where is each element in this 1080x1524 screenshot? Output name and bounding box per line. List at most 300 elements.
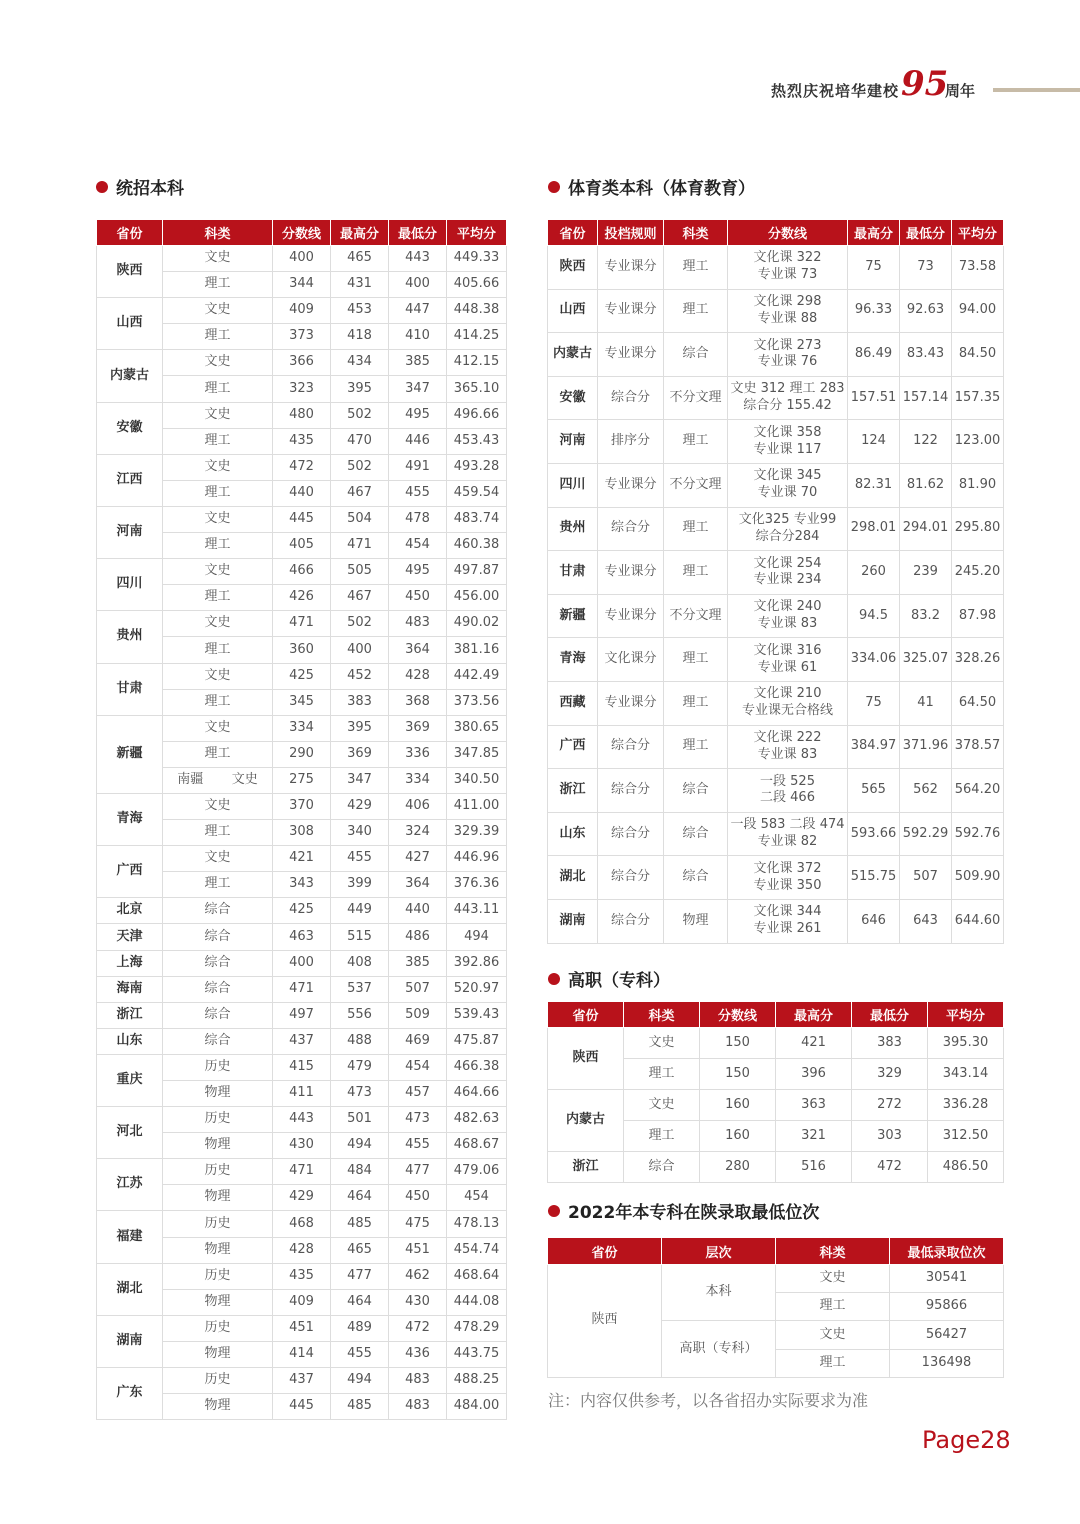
province-cell: 天津: [97, 924, 163, 950]
category-cell: 理工: [624, 1121, 700, 1152]
category-cell: 不分文理: [664, 594, 728, 638]
province-cell: 陕西: [548, 246, 598, 290]
category-cell: 文史: [163, 793, 273, 819]
value-cell: 507: [389, 976, 447, 1002]
table-row: [97, 976, 507, 1002]
page-number: Page28: [922, 1426, 1011, 1454]
value-cell: 471: [331, 533, 389, 559]
category-cell: 历史: [163, 1211, 273, 1237]
rule-cell: 综合分: [598, 769, 664, 813]
score-line-2: 专业课 83: [757, 746, 818, 762]
value-cell: 643: [900, 899, 952, 943]
value-cell: 515.75: [848, 856, 900, 900]
value-cell: 408: [331, 950, 389, 976]
category-cell: 理工: [163, 324, 273, 350]
score-line-2: 综合分 155.42: [743, 398, 832, 414]
province-cell: 广西: [97, 846, 163, 898]
column-header: 科类: [624, 1002, 700, 1028]
category-cell: 综合: [664, 812, 728, 856]
value-cell: 160: [700, 1121, 776, 1152]
category-cell: 文史: [163, 454, 273, 480]
value-cell: 73.58: [952, 246, 1004, 290]
value-cell: 471: [273, 611, 331, 637]
value-cell: 486.50: [928, 1152, 1004, 1183]
value-cell: 484: [331, 1159, 389, 1185]
value-cell: 290: [273, 741, 331, 767]
value-cell: 468: [273, 1211, 331, 1237]
value-cell: 455: [389, 1133, 447, 1159]
value-cell: 410: [389, 324, 447, 350]
score-line-1: 文化课 344: [753, 904, 822, 920]
score-line-1: 文化课 358: [753, 424, 822, 440]
value-cell: 502: [331, 402, 389, 428]
category-cell: 理工: [664, 289, 728, 333]
score-line-cell: [728, 420, 848, 464]
value-cell: 409: [273, 1289, 331, 1315]
category-cell: 文史: [163, 402, 273, 428]
value-cell: 485: [331, 1394, 389, 1420]
table-row: [97, 402, 507, 428]
value-cell: 480: [273, 402, 331, 428]
value-cell: 385: [389, 950, 447, 976]
value-cell: 371.96: [900, 725, 952, 769]
value-cell: 369: [389, 715, 447, 741]
province-cell: 内蒙古: [548, 1090, 624, 1152]
value-cell: 92.63: [900, 289, 952, 333]
province-cell: 内蒙古: [548, 333, 598, 377]
value-cell: 539.43: [447, 1002, 507, 1028]
table-row: [548, 289, 1004, 333]
header-divider: [993, 88, 1080, 92]
table-row: [97, 1368, 507, 1394]
section-title-text: 高职（专科）: [568, 971, 670, 991]
value-cell: 123.00: [952, 420, 1004, 464]
value-cell: 460.38: [447, 533, 507, 559]
category-cell: 文史: [776, 1321, 890, 1349]
value-cell: 455: [331, 846, 389, 872]
value-cell: 363: [776, 1090, 852, 1121]
score-line-2: 专业课无合格线: [741, 703, 833, 719]
value-cell: 239: [900, 551, 952, 595]
rule-cell: 综合分: [598, 507, 664, 551]
value-cell: 502: [331, 454, 389, 480]
value-cell: 427: [389, 846, 447, 872]
value-cell: 453.43: [447, 428, 507, 454]
column-header: 省份: [97, 220, 163, 246]
province-cell: 新疆: [548, 594, 598, 638]
table-row: [97, 924, 507, 950]
value-cell: 150: [700, 1059, 776, 1090]
category-cell: 综合: [664, 856, 728, 900]
value-cell: 295.80: [952, 507, 1004, 551]
score-line-1: 文化课 210: [753, 686, 822, 702]
score-line-cell: [728, 899, 848, 943]
rule-cell: 专业课分: [598, 333, 664, 377]
bullet-icon: [96, 181, 108, 193]
value-cell: 275: [273, 767, 331, 793]
value-cell: 443.75: [447, 1341, 507, 1367]
section-title-tiyu: [548, 174, 755, 199]
table-row: [97, 246, 507, 272]
category-cell: 综合: [664, 769, 728, 813]
value-cell: 368: [389, 689, 447, 715]
category-cell: 理工: [163, 585, 273, 611]
table-row: [97, 298, 507, 324]
value-cell: 373: [273, 324, 331, 350]
footnote: 注：内容仅供参考，以各省招办实际要求为准: [548, 1391, 869, 1410]
value-cell: 445: [273, 506, 331, 532]
value-cell: 496.66: [447, 402, 507, 428]
value-cell: 96.33: [848, 289, 900, 333]
score-line-cell: [728, 551, 848, 595]
value-cell: 495: [389, 402, 447, 428]
value-cell: 497: [273, 1002, 331, 1028]
score-line-1: 一段 525: [760, 773, 815, 789]
value-cell: 392.86: [447, 950, 507, 976]
value-cell: 303: [852, 1121, 928, 1152]
table-row: [97, 1107, 507, 1133]
table-row: [97, 950, 507, 976]
value-cell: 467: [331, 480, 389, 506]
value-cell: 488.25: [447, 1368, 507, 1394]
value-cell: 451: [273, 1315, 331, 1341]
value-cell: 478.29: [447, 1315, 507, 1341]
value-cell: 395.30: [928, 1028, 1004, 1059]
value-cell: 504: [331, 506, 389, 532]
category-cell: 物理: [163, 1133, 273, 1159]
value-cell: 472: [852, 1152, 928, 1183]
value-cell: 426: [273, 585, 331, 611]
column-header: 最高分: [848, 220, 900, 246]
value-cell: 445: [273, 1394, 331, 1420]
value-cell: 472: [389, 1315, 447, 1341]
value-cell: 520.97: [447, 976, 507, 1002]
value-cell: 334: [389, 767, 447, 793]
table-row: [548, 899, 1004, 943]
score-line-cell: [728, 638, 848, 682]
value-cell: 646: [848, 899, 900, 943]
province-cell: 陕西: [548, 1265, 662, 1378]
table-row: [548, 463, 1004, 507]
score-line-1: 文化课 372: [753, 860, 822, 876]
rank-cell: 136498: [890, 1349, 1004, 1377]
province-cell: 重庆: [97, 1054, 163, 1106]
value-cell: 491: [389, 454, 447, 480]
category-cell: 文史: [163, 298, 273, 324]
value-cell: 485: [331, 1211, 389, 1237]
value-cell: 465: [331, 246, 389, 272]
value-cell: 454: [389, 533, 447, 559]
value-cell: 435: [273, 1263, 331, 1289]
table-row: [97, 898, 507, 924]
category-cell: 理工: [163, 689, 273, 715]
score-line-1: 文化课 322: [753, 250, 822, 266]
value-cell: 343: [273, 872, 331, 898]
value-cell: 75: [848, 246, 900, 290]
bullet-icon: [548, 1205, 560, 1217]
value-cell: 444.08: [447, 1289, 507, 1315]
value-cell: 466.38: [447, 1054, 507, 1080]
column-header: 最低录取位次: [890, 1238, 1004, 1265]
section-title-text: 体育类本科（体育教育）: [568, 179, 755, 199]
value-cell: 515: [331, 924, 389, 950]
province-cell: 西藏: [548, 681, 598, 725]
score-line-1: 文化课 345: [753, 468, 822, 484]
category-cell: 历史: [163, 1368, 273, 1394]
value-cell: 489: [331, 1315, 389, 1341]
value-cell: 495: [389, 559, 447, 585]
value-cell: 448.38: [447, 298, 507, 324]
value-cell: 501: [331, 1107, 389, 1133]
value-cell: 340.50: [447, 767, 507, 793]
value-cell: 41: [900, 681, 952, 725]
score-line-cell: [728, 856, 848, 900]
value-cell: 325.07: [900, 638, 952, 682]
province-cell: 内蒙古: [97, 350, 163, 402]
table-gaozhi: [547, 1001, 1004, 1183]
category-cell: 理工: [163, 533, 273, 559]
score-line-1: 文化课 316: [753, 642, 822, 658]
province-cell: 北京: [97, 898, 163, 924]
table-row: [97, 506, 507, 532]
rule-cell: 综合分: [598, 812, 664, 856]
table-row: [97, 663, 507, 689]
value-cell: 347: [331, 767, 389, 793]
category-cell: 理工: [163, 637, 273, 663]
value-cell: 562: [900, 769, 952, 813]
value-cell: 370: [273, 793, 331, 819]
category-cell: [163, 767, 273, 793]
value-cell: 468.64: [447, 1263, 507, 1289]
table-row: [548, 769, 1004, 813]
value-cell: 64.50: [952, 681, 1004, 725]
value-cell: 466: [273, 559, 331, 585]
value-cell: 429: [273, 1185, 331, 1211]
value-cell: 421: [776, 1028, 852, 1059]
value-cell: 436: [389, 1341, 447, 1367]
value-cell: 75: [848, 681, 900, 725]
table-row: [548, 1090, 1004, 1121]
value-cell: 418: [331, 324, 389, 350]
value-cell: 383: [331, 689, 389, 715]
value-cell: 446.96: [447, 846, 507, 872]
table-row: [97, 846, 507, 872]
province-cell: 山东: [548, 812, 598, 856]
category-cell: 物理: [664, 899, 728, 943]
category-cell: 物理: [163, 1341, 273, 1367]
table-tiyu: [547, 219, 1004, 944]
value-cell: 469: [389, 1028, 447, 1054]
table-row: [97, 350, 507, 376]
category-cell: 理工: [664, 638, 728, 682]
value-cell: 592.76: [952, 812, 1004, 856]
column-header: 投档规则: [598, 220, 664, 246]
rank-cell: 56427: [890, 1321, 1004, 1349]
value-cell: 454: [389, 1054, 447, 1080]
value-cell: 344: [273, 272, 331, 298]
value-cell: 537: [331, 976, 389, 1002]
category-cell: 物理: [163, 1394, 273, 1420]
value-cell: 459.54: [447, 480, 507, 506]
value-cell: 455: [331, 1341, 389, 1367]
category-cell: 历史: [163, 1159, 273, 1185]
category-cell: 理工: [163, 428, 273, 454]
score-line-cell: [728, 594, 848, 638]
table-row: [97, 611, 507, 637]
category-cell: 文史: [163, 350, 273, 376]
value-cell: 82.31: [848, 463, 900, 507]
value-cell: 565: [848, 769, 900, 813]
score-line-2: 专业课 350: [753, 877, 822, 893]
value-cell: 395: [331, 376, 389, 402]
score-line-cell: [728, 507, 848, 551]
score-line-cell: [728, 333, 848, 377]
value-cell: 414.25: [447, 324, 507, 350]
value-cell: 384.97: [848, 725, 900, 769]
province-cell: 贵州: [548, 507, 598, 551]
value-cell: 94.5: [848, 594, 900, 638]
rule-cell: 综合分: [598, 856, 664, 900]
value-cell: 412.15: [447, 350, 507, 376]
category-cell: 综合: [163, 898, 273, 924]
value-cell: 497.87: [447, 559, 507, 585]
category-cell: 不分文理: [664, 376, 728, 420]
column-header: 分数线: [728, 220, 848, 246]
value-cell: 475.87: [447, 1028, 507, 1054]
score-line-2: 专业课 76: [757, 354, 818, 370]
score-line-cell: [728, 725, 848, 769]
value-cell: 429: [331, 793, 389, 819]
column-header: 最低分: [852, 1002, 928, 1028]
province-cell: 青海: [548, 638, 598, 682]
table-weici: [547, 1237, 1004, 1378]
table-row: [548, 1265, 1004, 1293]
column-header: 省份: [548, 220, 598, 246]
value-cell: 456.00: [447, 585, 507, 611]
column-header: 省份: [548, 1002, 624, 1028]
value-cell: 160: [700, 1090, 776, 1121]
rule-cell: 综合分: [598, 376, 664, 420]
value-cell: 347.85: [447, 741, 507, 767]
value-cell: 454: [447, 1185, 507, 1211]
value-cell: 475: [389, 1211, 447, 1237]
value-cell: 450: [389, 585, 447, 611]
province-cell: 山东: [97, 1028, 163, 1054]
province-cell: 河南: [97, 506, 163, 558]
category-cell: 理工: [163, 376, 273, 402]
province-cell: 福建: [97, 1211, 163, 1263]
table-row: [97, 1054, 507, 1080]
value-cell: 329: [852, 1059, 928, 1090]
value-cell: 399: [331, 872, 389, 898]
value-cell: 400: [331, 637, 389, 663]
value-cell: 446: [389, 428, 447, 454]
category-cell: 文史: [624, 1090, 700, 1121]
column-header: 科类: [664, 220, 728, 246]
value-cell: 473: [389, 1107, 447, 1133]
value-cell: 157.14: [900, 376, 952, 420]
province-cell: 陕西: [97, 246, 163, 298]
value-cell: 380.65: [447, 715, 507, 741]
category-cell: 综合: [163, 924, 273, 950]
table-row: [548, 551, 1004, 595]
score-line-2: 专业课 261: [753, 921, 822, 937]
value-cell: 323: [273, 376, 331, 402]
province-cell: 河北: [97, 1107, 163, 1159]
province-cell: 海南: [97, 976, 163, 1002]
value-cell: 430: [273, 1133, 331, 1159]
category-cell: 文史: [163, 559, 273, 585]
value-cell: 507: [900, 856, 952, 900]
table-row: [548, 1028, 1004, 1059]
table-row: [97, 1002, 507, 1028]
value-cell: 343.14: [928, 1059, 1004, 1090]
value-cell: 451: [389, 1237, 447, 1263]
value-cell: 312.50: [928, 1121, 1004, 1152]
category-cell: 历史: [163, 1315, 273, 1341]
province-cell: 山西: [548, 289, 598, 333]
category-cell: 理工: [776, 1293, 890, 1321]
score-line-2: 专业课 83: [757, 616, 818, 632]
rule-cell: 专业课分: [598, 246, 664, 290]
score-line-2: 专业课 70: [757, 485, 818, 501]
value-cell: 425: [273, 898, 331, 924]
rule-cell: 专业课分: [598, 289, 664, 333]
category-cell: 理工: [776, 1349, 890, 1377]
score-line-2: 专业课 88: [757, 310, 818, 326]
value-cell: 434: [331, 350, 389, 376]
value-cell: 425: [273, 663, 331, 689]
value-cell: 509: [389, 1002, 447, 1028]
section-title-tongzhao: [96, 174, 184, 199]
category-cell: 物理: [163, 1289, 273, 1315]
category-cell: 理工: [163, 480, 273, 506]
score-line-1: 文史 312 理工 283: [730, 381, 845, 397]
category-cell: 综合: [163, 1002, 273, 1028]
value-cell: 321: [776, 1121, 852, 1152]
value-cell: 464: [331, 1185, 389, 1211]
value-cell: 471: [273, 1159, 331, 1185]
score-line-1: 文化课 240: [753, 599, 822, 615]
value-cell: 329.39: [447, 820, 507, 846]
value-cell: 406: [389, 793, 447, 819]
score-line-1: 文化325 专业99: [738, 511, 837, 527]
column-header: 最低分: [900, 220, 952, 246]
province-cell: 贵州: [97, 611, 163, 663]
table-row: [548, 420, 1004, 464]
value-cell: 308: [273, 820, 331, 846]
header-banner: [765, 64, 1080, 110]
province-cell: 四川: [97, 559, 163, 611]
value-cell: 376.36: [447, 872, 507, 898]
value-cell: 294.01: [900, 507, 952, 551]
value-cell: 463: [273, 924, 331, 950]
value-cell: 556: [331, 1002, 389, 1028]
value-cell: 437: [273, 1368, 331, 1394]
score-line-2: 二段 466: [760, 790, 815, 806]
value-cell: 484.00: [447, 1394, 507, 1420]
province-cell: 江苏: [97, 1159, 163, 1211]
score-line-2: 专业课 234: [753, 572, 822, 588]
table-row: [97, 1211, 507, 1237]
value-cell: 453: [331, 298, 389, 324]
banner-suffix: 周年: [945, 82, 976, 100]
value-cell: 443: [273, 1107, 331, 1133]
value-cell: 478: [389, 506, 447, 532]
value-cell: 86.49: [848, 333, 900, 377]
table-row: [97, 715, 507, 741]
table-row: [548, 246, 1004, 290]
